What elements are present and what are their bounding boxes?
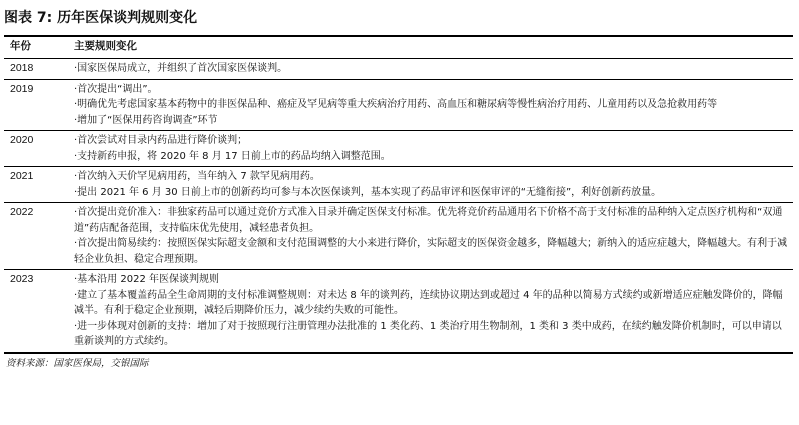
row-rules <box>64 270 793 353</box>
rule-item: ·国家医保局成立，并组织了首次国家医保谈判。 <box>74 63 288 74</box>
header-year: 年份 <box>4 37 64 59</box>
table-row <box>4 270 793 353</box>
row-rules <box>64 167 793 203</box>
rule-item: ·支持新药申报，将 2020 年 8 月 17 日前上市的药品均纳入调整范围。 <box>74 150 391 162</box>
rule-item: ·增加了“医保用药咨询调查”环节 <box>74 114 218 126</box>
rules-table <box>4 37 793 354</box>
row-year: 2019 <box>4 79 64 131</box>
row-rules <box>64 79 793 131</box>
rule-item: ·首次纳入天价罕见病用药，当年纳入 7 款罕见病用药。 <box>74 171 320 182</box>
rule-item: ·首次提出“调出”。 <box>74 83 158 95</box>
rule-item: ·进一步体现对创新的支持：增加了对于按照现行注册管理办法批准的 1 类化药、1 类治疗用生物制剂，1 类和 3 类中成药，在续约触发降价机制时，可以申请以重新谈判的方式续约。 <box>74 320 782 347</box>
table-row <box>4 131 793 167</box>
rule-item: ·首次尝试对目录内药品进行降价谈判； <box>74 135 248 146</box>
rule-item: ·明确优先考虑国家基本药物中的非医保品种、癌症及罕见病等重大疾病治疗用药、高血压和糖尿病等慢性病治疗用药、儿童用药以及急抢救用药等 <box>74 99 718 110</box>
row-year: 2018 <box>4 59 64 80</box>
header-rule-changes: 主要规则变化 <box>64 37 793 59</box>
row-rules <box>64 131 793 167</box>
source-note: 资料来源：国家医保局，交银国际 <box>6 357 149 369</box>
rule-item: ·首次提出竞价准入：非独家药品可以通过竞价方式准入目录并确定医保支付标准。优先将竞价药品通用名下价格不高于支付标准的品种纳入定点医疗机构和“双通道”药店配备范围，支持临床优先使用，减轻患者负担。 <box>74 207 783 234</box>
row-rules <box>64 59 793 80</box>
row-year: 2021 <box>4 167 64 203</box>
rule-item: ·提出 2021 年 6 月 30 日前上市的创新药均可参与本次医保谈判，基本实现了药品审评和医保审评的“无缝衔接”，利好创新药放量。 <box>74 186 662 198</box>
figure-container <box>4 0 793 371</box>
row-year: 2022 <box>4 203 64 270</box>
rule-item: ·基本沿用 2022 年医保谈判规则 <box>74 274 219 285</box>
figure-title: 图表 7: 历年医保谈判规则变化 <box>4 10 198 26</box>
table-row <box>4 203 793 270</box>
table-row <box>4 79 793 131</box>
rule-item: ·首次提出简易续约：按照医保实际超支金额和支付范围调整的大小来进行降价，实际超支的医保资金越多，降幅越大；新纳入的适应症越大，降幅越大。有利于减轻企业负担、稳定合理预期。 <box>74 238 788 265</box>
rule-item: ·建立了基本覆盖药品全生命周期的支付标准调整规则：对未达 8 年的谈判药，连续协议期达到或超过 4 年的品种以简易方式续约或新增适应症触发降价的，降幅减半。有利于稳定企业预期，减轻后期降价压力，减少续约失败的可能性。 <box>74 289 783 316</box>
row-rules <box>64 203 793 270</box>
row-year: 2023 <box>4 270 64 353</box>
table-header-row <box>4 37 793 59</box>
row-year: 2020 <box>4 131 64 167</box>
table-row <box>4 59 793 80</box>
table-row <box>4 167 793 203</box>
